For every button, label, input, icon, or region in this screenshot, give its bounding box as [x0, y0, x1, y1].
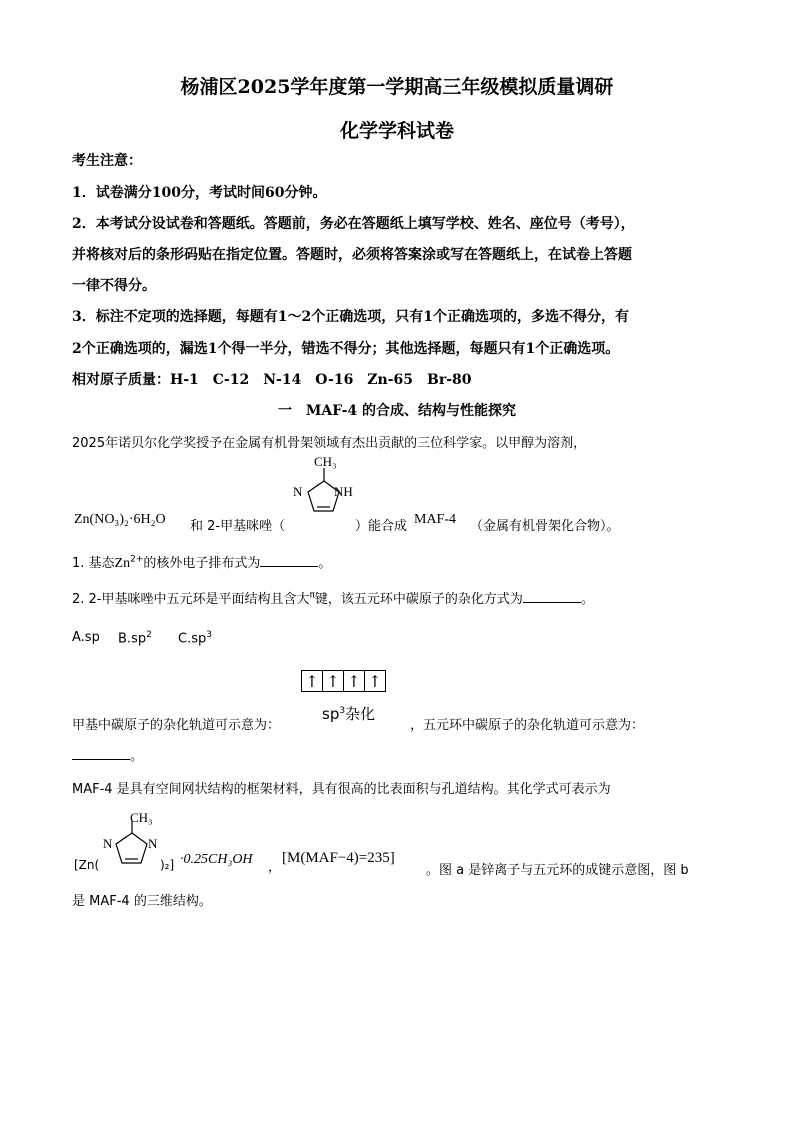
nh-atom-label: NH	[334, 484, 353, 499]
orbital-box-4: ↑	[364, 670, 386, 692]
notice-item-3-line-2: 2个正确选项的，漏选1个得一半分，错选不得分；其他选择题，每题只有1个正确选项。	[72, 341, 620, 357]
orbital-label-sup: 3	[339, 706, 346, 716]
formula-close: )₂]	[160, 858, 175, 872]
option-b-sup: 2	[146, 630, 152, 640]
option-b-letter: B.	[118, 631, 132, 647]
formula-solvent: ·0.25CH₃OH	[180, 852, 253, 867]
maf-label: MAF-4	[414, 512, 457, 527]
q1-end: 。	[318, 556, 332, 571]
q3-answer-blank[interactable]	[72, 747, 130, 760]
maf-description: MAF-4 是具有空间网状结构的框架材料，具有很高的比表面积与孔道结构。其化学式可表示为	[72, 782, 611, 797]
reagent-end-text: ）能合成	[355, 519, 408, 534]
q1-charge: 2+	[130, 554, 144, 565]
option-c-letter: C.	[178, 631, 192, 647]
option-c-value: sp	[191, 631, 207, 647]
option-b[interactable]	[118, 630, 152, 646]
q2-prefix: 2. 2-甲基咪唑中五元环是平面结构且含大	[72, 592, 310, 607]
question-2	[72, 588, 594, 607]
n-atom-right: N	[148, 836, 158, 851]
q3-end: 。	[130, 749, 144, 764]
atomic-mass-line: 相对原子质量：H-1 C-12 N-14 O-16 Zn-65 Br-80	[72, 372, 472, 388]
section-title: 一 MAF-4 的合成、结构与性能探究	[277, 403, 517, 419]
orbital-label-sp: sp	[322, 705, 340, 723]
notice-item-2-line-2: 并将核对后的条形码贴在指定位置。答题时，必须将答案涂或写在答题纸上，在试卷上答题	[72, 247, 632, 263]
n-atom-label: N	[293, 484, 303, 499]
exam-subtitle: 化学学科试卷	[339, 120, 454, 142]
q3-mid: ，五元环中碳原子的杂化轨道可示意为：	[410, 718, 645, 733]
q3-answer-line	[72, 745, 143, 764]
orbital-box-1: ↑	[301, 670, 323, 692]
q2-pi: π	[309, 590, 315, 601]
q1-answer-blank[interactable]	[260, 554, 318, 567]
notice-item-3-line-1: 3．标注不定项的选择题，每题有1～2个正确选项，只有1个正确选项的，多选不得分，有	[72, 309, 629, 325]
option-c-sup: 3	[206, 630, 212, 640]
q1-text: 的核外电子排布式为	[143, 556, 261, 571]
maf-note: （金属有机骨架化合物）。	[470, 519, 620, 534]
exam-title: 杨浦区2025学年度第一学期高三年级模拟质量调研	[180, 76, 614, 98]
methyl-label: CH₃	[314, 454, 337, 469]
intro-text: 2025年诺贝尔化学奖授予在金属有机骨架领域有杰出贡献的三位科学家。以甲醇为溶剂，	[72, 436, 587, 451]
q1-ion: Zn	[114, 556, 131, 571]
zinc-nitrate-formula: Zn(NO₃)₂·6H₂O	[74, 512, 166, 527]
formula-comma: ，	[268, 860, 282, 875]
orbital-label	[322, 703, 375, 724]
methylimidazole-structure	[284, 454, 362, 530]
n-atom-left: N	[103, 836, 113, 851]
orbital-box-2: ↑	[322, 670, 344, 692]
option-a[interactable]: A.sp	[72, 630, 100, 645]
methyl-label-2: CH₃	[130, 810, 153, 825]
option-b-value: sp	[131, 631, 147, 647]
q2-answer-blank[interactable]	[523, 590, 581, 603]
figure-description-1: 。图 a 是锌离子与五元环的成键示意图，图 b	[426, 863, 689, 878]
figure-description-2: 是 MAF-4 的三维结构。	[72, 894, 212, 909]
notice-heading: 考生注意：	[72, 153, 142, 169]
orbital-label-tail: 杂化	[345, 705, 376, 723]
q1-prefix: 1. 基态	[72, 556, 115, 571]
sp3-orbital-diagram	[302, 670, 386, 692]
formula-zn: [Zn(	[74, 858, 100, 872]
notice-item-2-line-1: 2．本考试分设试卷和答题纸。答题前，务必在答题纸上填写学校、姓名、座位号（考号），	[72, 216, 635, 232]
reagent-mid-text: 和 2-甲基咪唑（	[190, 519, 286, 534]
question-1	[72, 552, 331, 572]
option-c[interactable]	[178, 630, 212, 646]
q2-end: 。	[580, 592, 594, 607]
notice-item-1: 1．试卷满分100分，考试时间60分钟。	[72, 185, 327, 201]
notice-item-2-line-3: 一律不得分。	[72, 278, 156, 294]
q3-prefix: 甲基中碳原子的杂化轨道可示意为：	[72, 718, 281, 733]
orbital-box-3: ↑	[343, 670, 365, 692]
molar-mass: [M(MAF−4)=235]	[282, 850, 395, 866]
q2-text: 键，该五元环中碳原子的杂化方式为	[314, 592, 523, 607]
